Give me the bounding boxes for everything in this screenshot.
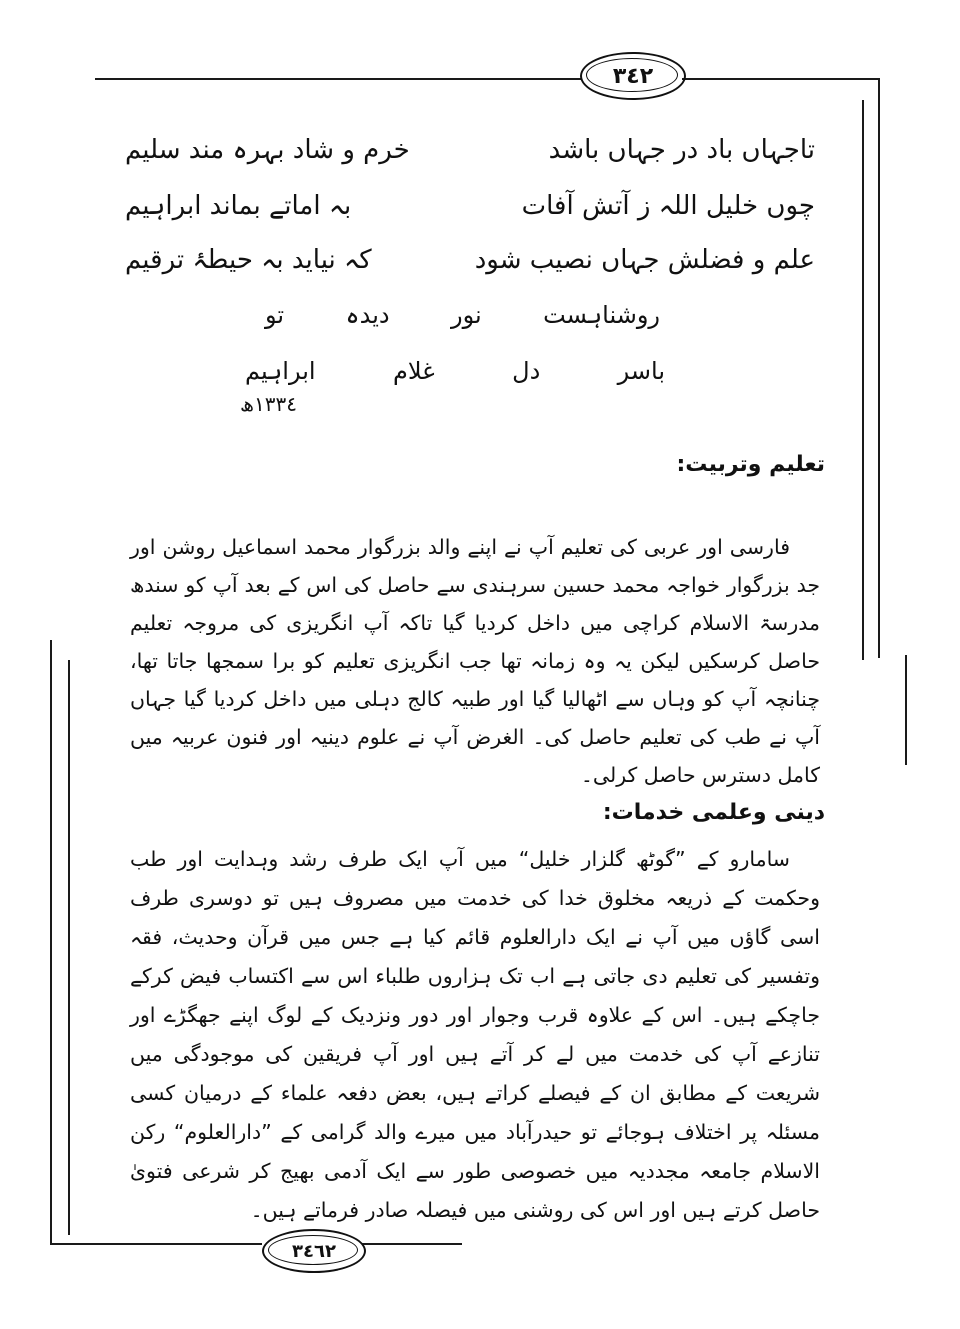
frame-left-outer-line (50, 640, 52, 1245)
bottom-page-number-oval (262, 1229, 366, 1273)
verse-3-first-hemistich: علم و فضلش جہاں نصیب شود (474, 245, 815, 275)
short-line-2-word-4: ابراہیم (245, 357, 316, 385)
section-paragraph-services (130, 840, 820, 1230)
education-paragraph-text: فارسی اور عربی کی تعلیم آپ نے اپنے والد بزرگوار محمد اسماعیل روشن اور جد بزرگوار خواجہ محمد حسین سرہندی سے حاصل کی اس کے بعد آپ کو سندھ مدرسۃ الاسلام کراچی میں داخل کردیا گیا تاکہ آپ انگریزی کی مروجہ تعلیم حاصل کرسکیں لیکن یہ وہ زمانہ تھا جب انگریزی تعلیم کو برا سمجھا جاتا تھا، چنانچہ آپ کو وہاں سے اٹھالیا گیا اور طبیہ کالج دہلی میں داخل کردیا گیا جہاں آپ نے طب کی تعلیم حاصل کی۔ الغرض آپ نے علوم دینیہ اور فنون عربیہ میں کامل دسترس حاصل کرلی۔ (130, 535, 820, 787)
section-heading-education: تعلیم وتربیت: (676, 452, 825, 477)
verse-1-second-hemistich: خرم و شاد بہرہ مند سلیم (125, 135, 410, 165)
section-paragraph-education (130, 528, 820, 794)
frame-right-outer-line (878, 78, 880, 658)
frame-bottom-line-left (52, 1243, 262, 1245)
verse-1-first-hemistich: تاجہاں باد در جہاں باشد (548, 135, 815, 165)
frame-left-inner-line (68, 660, 70, 1235)
top-page-number: ٣٤٢ (612, 63, 654, 89)
top-page-number-oval (580, 52, 686, 100)
verse-2-second-hemistich: بہ اماتے بماند ابراہیم (125, 191, 352, 221)
poem-short-line-2 (245, 354, 665, 388)
short-line-1-word-1: روشناہست (543, 301, 660, 329)
frame-top-line-right (682, 78, 880, 80)
section-heading-services: دینی وعلمی خدمات: (602, 800, 825, 825)
verse-2-first-hemistich: چوں خلیل اللہ ز آتش آفات (521, 191, 815, 221)
poem-year: ١٣٣٤ھ (240, 392, 297, 416)
frame-right-inner-line (862, 100, 864, 660)
poem-short-line-1 (265, 298, 660, 332)
poem-verse-3 (125, 240, 815, 280)
short-line-2-word-3: غلام (392, 357, 435, 385)
frame-top-line-left (95, 78, 582, 80)
services-paragraph-text: سامارو کے ”گوٹھ گلزار خلیل“ میں آپ ایک طرف رشد وہدایت اور طب وحکمت کے ذریعہ مخلوق خدا کی خدمت میں مصروف ہیں تو دوسری طرف اسی گاؤں میں آپ نے ایک دارالعلوم قائم کیا ہے جس میں قرآن وحدیث، فقہ وتفسیر کی تعلیم دی جاتی ہے اب تک ہزاروں طلباء اس سے اکتساب فیض کرکے جاچکے ہیں۔ اس کے علاوہ قرب وجوار اور دور ونزدیک کے لوگ اپنے جھگڑے اور تنازعے آپ کی خدمت میں لے کر آتے ہیں اور آپ فریقین کی موجودگی میں شریعت کے مطابق ان کے فیصلے کراتے ہیں، بعض دفعہ علماء کے درمیان کسی مسئلہ پر اختلاف ہوجائے تو حیدرآباد میں میرے والد گرامی کے ”دارالعلوم“ رکن الاسلام جامعہ مجددیہ میں خصوصی طور سے ایک آدمی بھیج کر شرعی فتویٰ حاصل کرتے ہیں اور اس کی روشنی میں فیصلہ صادر فرماتے ہیں۔ (130, 847, 820, 1222)
short-line-1-word-3: دیدہ (345, 301, 390, 329)
short-line-2-word-1: باسر (617, 357, 665, 385)
frame-right-lower-line (905, 655, 907, 765)
short-line-2-word-2: دل (512, 357, 541, 385)
short-line-1-word-4: تو (265, 301, 285, 329)
short-line-1-word-2: نور (451, 301, 482, 329)
poem-verse-2 (125, 186, 815, 226)
verse-3-second-hemistich: کہ نیاید بہ حیطۂ ترقیم (125, 245, 372, 275)
bottom-page-number: ٣٤٦٢ (292, 1240, 336, 1262)
frame-bottom-line-right (362, 1243, 462, 1245)
poem-verse-1 (125, 130, 815, 170)
